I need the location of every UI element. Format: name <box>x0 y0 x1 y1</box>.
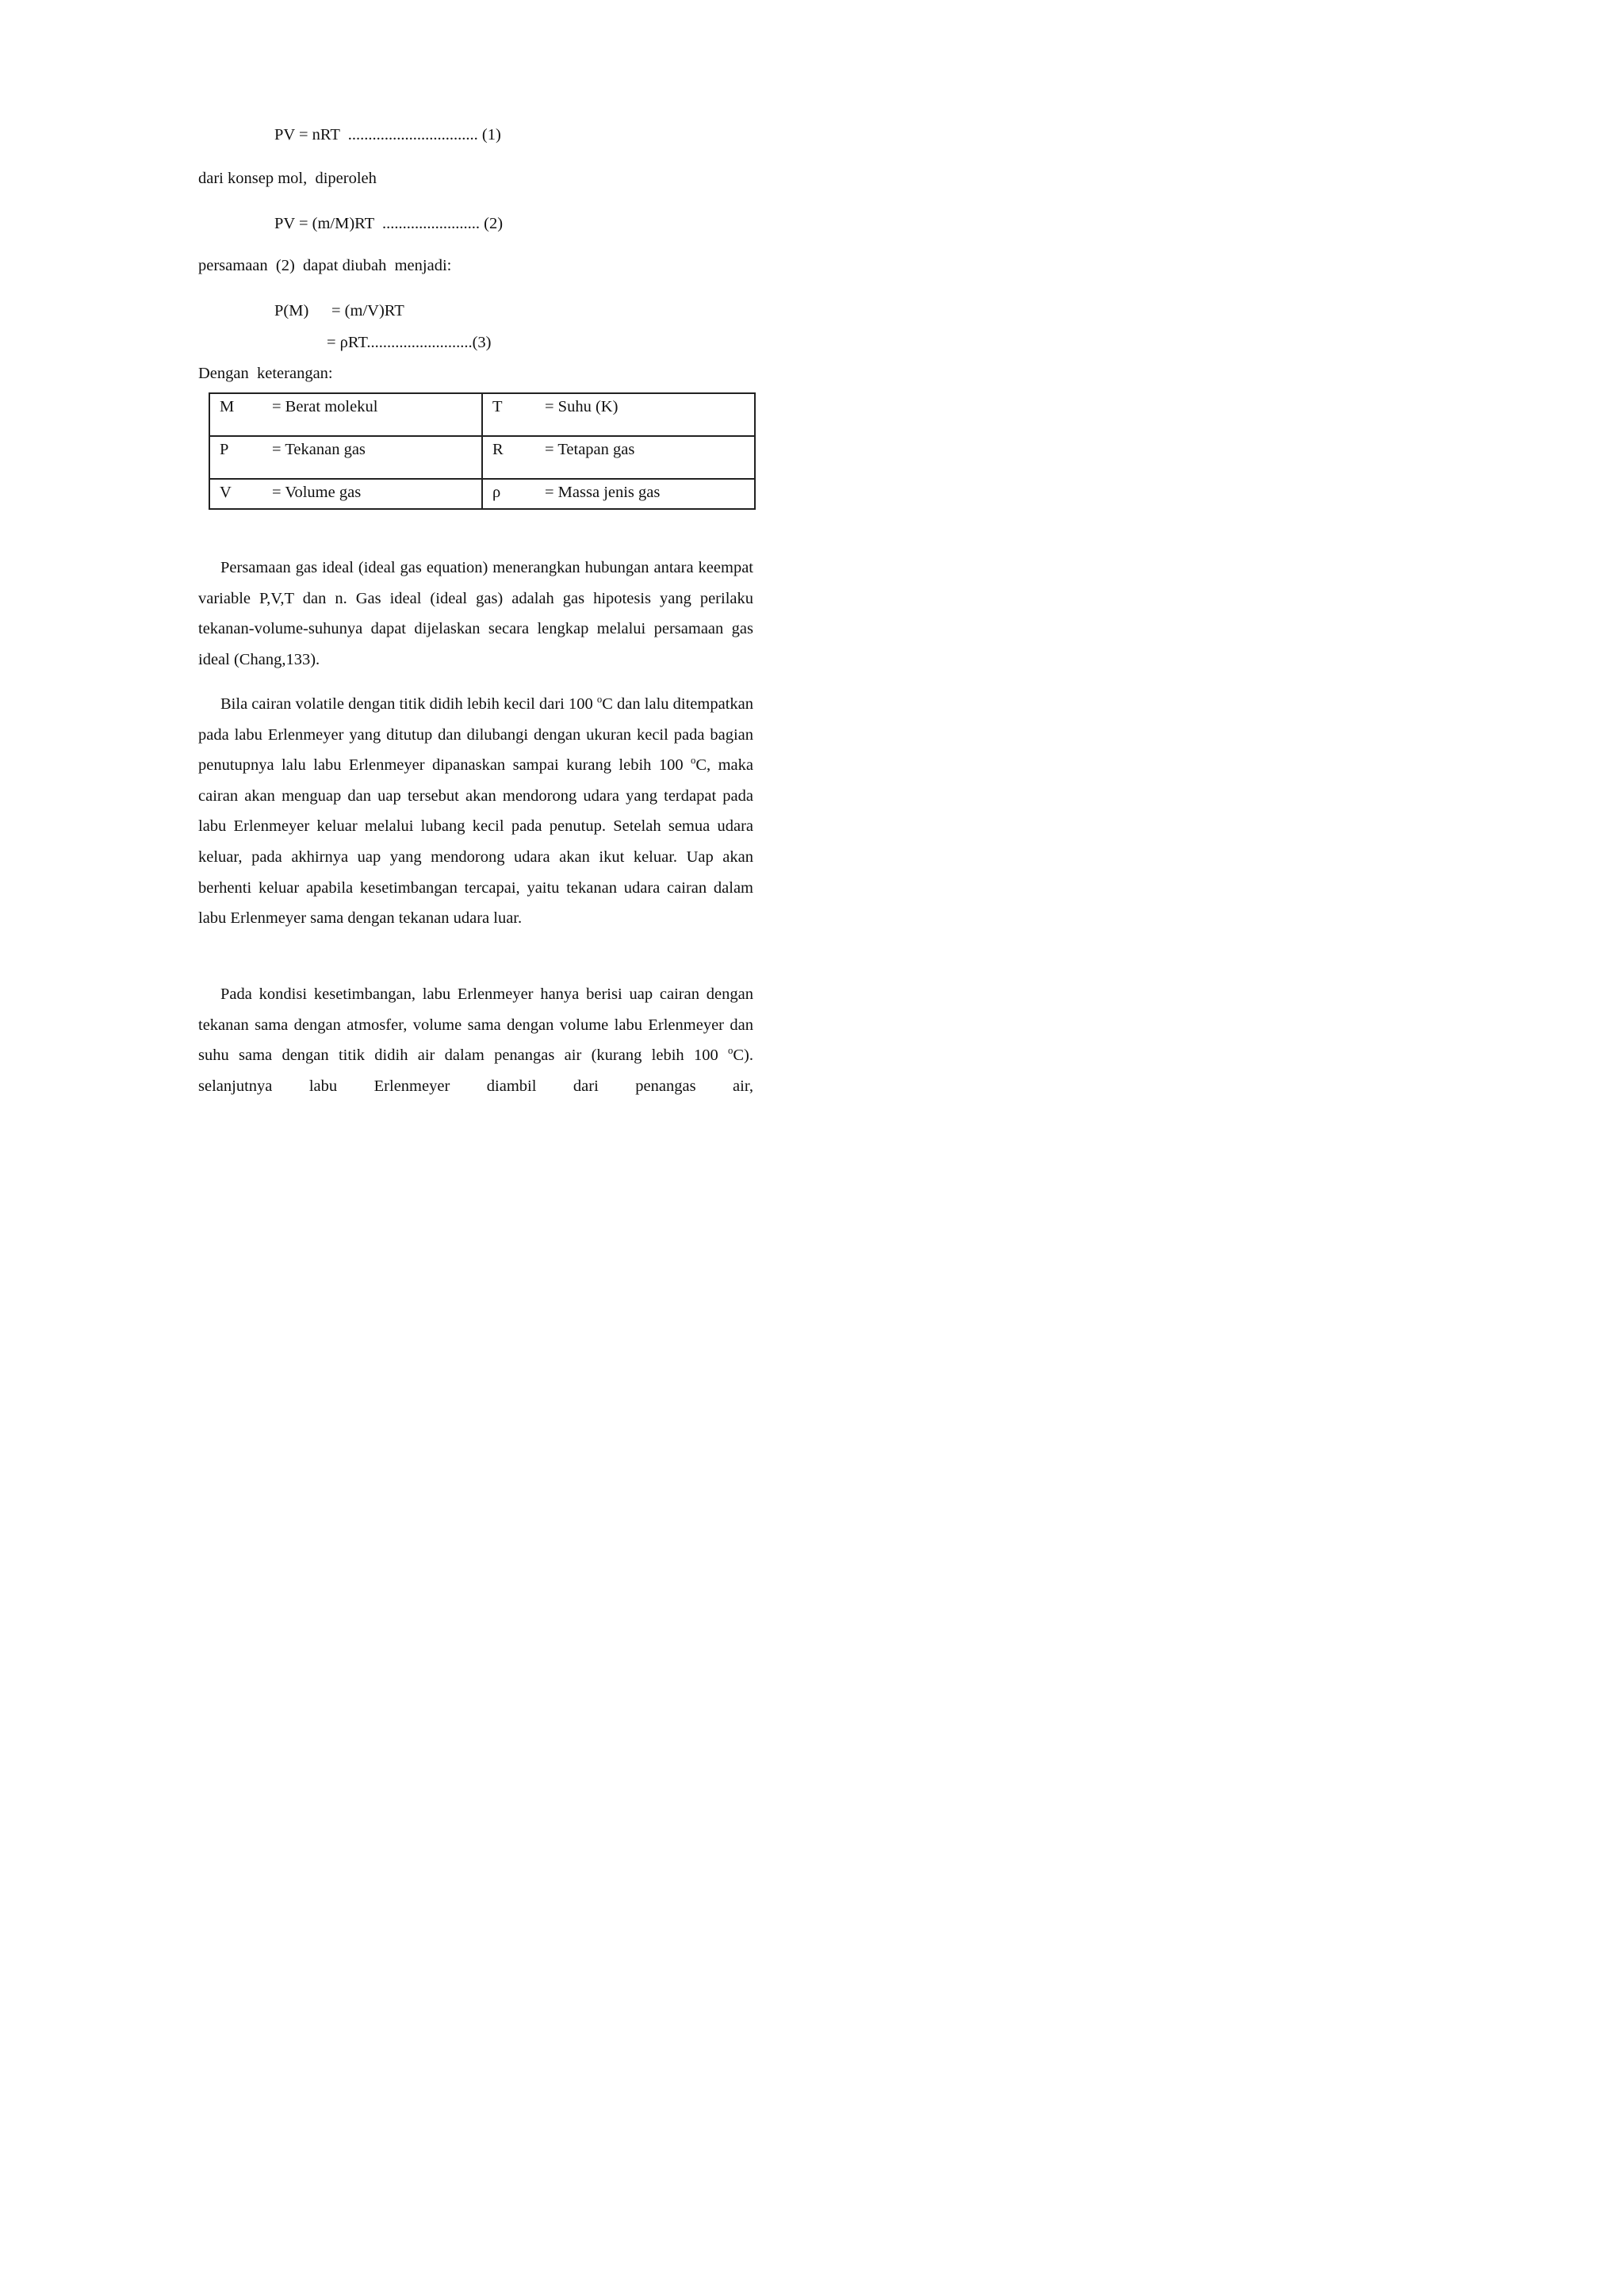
table-cell <box>482 479 755 509</box>
equation-3-rhs: = (m/V)RT <box>331 302 404 320</box>
paragraph-text: Pada kondisi kesetimbangan, labu Erlenmeyer hanya berisi uap cairan dengan tekanan sama dengan atmosfer, volume sama dengan volume labu Erlenmeyer dan suhu sama dengan titik didih air dalam penangas air (kurang lebih 100 <box>198 985 753 1065</box>
equation-3-second-line: = ρRT..........................(3) <box>327 334 492 351</box>
variable-symbol: V <box>220 484 232 501</box>
equation-1-followup-text: dari konsep mol, diperoleh <box>198 170 377 187</box>
variable-description: = Tetapan gas <box>545 441 635 458</box>
variable-description: = Suhu (K) <box>545 398 619 415</box>
variable-symbol: M <box>220 398 235 415</box>
variable-description: = Tekanan gas <box>272 441 366 458</box>
variable-description: = Berat molekul <box>272 398 378 415</box>
table-row <box>209 479 755 509</box>
degree-superscript: o <box>728 1045 733 1057</box>
table-cell <box>209 479 482 509</box>
legend-heading: Dengan keterangan: <box>198 365 333 382</box>
paragraph-text: C dan lalu ditempatkan pada labu Erlenmeyer yang ditutup dan dilubangi dengan ukuran kecil pada bagian penutupnya lalu labu Erlenmeyer dipanaskan sampai kurang lebih 100 <box>198 695 753 775</box>
document-page <box>0 0 875 1238</box>
paragraph-volatile-liquid-procedure <box>198 689 753 934</box>
table-cell <box>482 393 755 436</box>
variable-description: = Massa jenis gas <box>545 484 661 501</box>
equation-2-followup-text: persamaan (2) dapat diubah menjadi: <box>198 257 452 274</box>
table-cell <box>209 436 482 479</box>
equation-3-lhs: P(M) <box>274 302 309 320</box>
paragraph-ideal-gas-definition <box>198 553 753 675</box>
table-row <box>209 393 755 436</box>
table-row <box>209 436 755 479</box>
variable-symbol: ρ <box>492 484 501 501</box>
paragraph-text: Bila cairan volatile dengan titik didih lebih kecil dari 100 <box>220 695 597 713</box>
paragraph-text: C). selanjutnya labu Erlenmeyer diambil dari penangas air, <box>198 1047 753 1095</box>
degree-superscript: o <box>596 694 603 706</box>
variable-legend-table <box>209 392 756 510</box>
equation-1: PV = nRT ................................ (1) <box>274 126 501 144</box>
paragraph-equilibrium-conditions <box>198 979 753 1101</box>
paragraph-text: Persamaan gas ideal (ideal gas equation) menerangkan hubungan antara keempat variable P,V,T dan n. Gas ideal (ideal gas) adalah gas hipotesis yang perilaku tekanan-volume-suhunya dapat dijelaskan secara lengkap melalui persamaan gas ideal (Chang,133). <box>198 559 753 668</box>
variable-symbol: P <box>220 441 229 458</box>
degree-superscript: o <box>691 755 696 767</box>
equation-2: PV = (m/M)RT ........................ (2) <box>274 215 504 232</box>
paragraph-text: C, maka cairan akan menguap dan uap tersebut akan mendorong udara yang terdapat pada labu Erlenmeyer keluar melalui lubang kecil pada penutup. Setelah semua udara keluar, pada akhirnya uap yang mendorong udara akan ikut keluar. Uap akan berhenti keluar apabila kesetimbangan tercapai, yaitu tekanan udara cairan dalam labu Erlenmeyer sama dengan tekanan udara luar. <box>198 756 753 928</box>
table-cell <box>482 436 755 479</box>
table-cell <box>209 393 482 436</box>
variable-description: = Volume gas <box>272 484 362 501</box>
variable-symbol: T <box>492 398 503 415</box>
variable-symbol: R <box>492 441 504 458</box>
